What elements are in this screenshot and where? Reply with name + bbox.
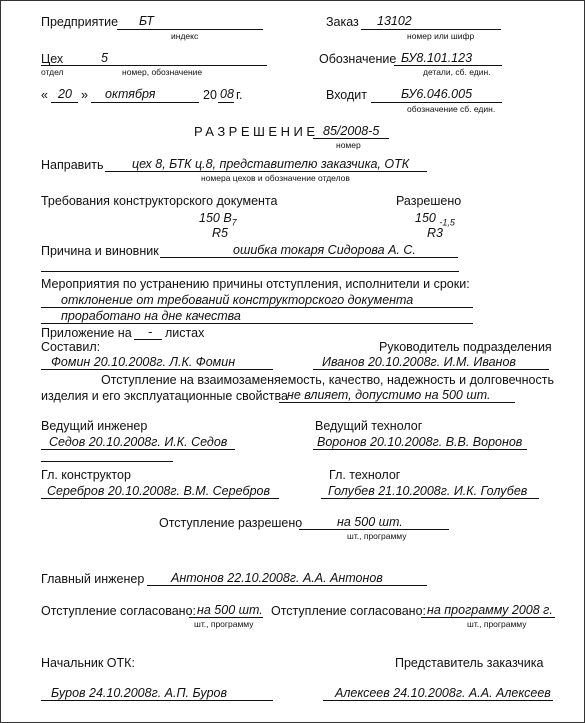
included-label: Входит [326, 88, 367, 102]
attachment-line [134, 339, 162, 340]
designation-line [394, 65, 502, 66]
otk-head-label: Начальник ОТК: [41, 656, 135, 670]
compiled-signature: Фомин 20.10.2008г. Л.К. Фомин [51, 355, 236, 369]
chief-designer-label: Гл. конструктор [41, 468, 131, 482]
cause-line-2 [41, 271, 459, 272]
included-line [371, 102, 502, 103]
workshop-value: 5 [101, 51, 108, 65]
lead-technologist-line [313, 449, 527, 450]
date-day: 20 [58, 87, 72, 101]
direct-label: Направить [41, 158, 104, 172]
customer-rep-line [323, 700, 553, 701]
permit-number: 85/2008-5 [323, 124, 380, 138]
agreed-value-1: на 500 шт. [197, 603, 263, 617]
allowed-label: Разрешено [396, 194, 462, 208]
cause-line [160, 257, 458, 258]
extra-line [41, 461, 173, 462]
date-close-quote: » [81, 88, 88, 102]
date-year-prefix: 20 [203, 88, 217, 102]
approved-value: на 500 шт. [337, 515, 403, 529]
included-caption: обозначение сб. един. [407, 104, 496, 114]
department-head-label: Руководитель подразделения [379, 340, 552, 354]
lead-technologist-label: Ведущий технолог [315, 419, 423, 433]
permit-number-caption: номер [336, 140, 361, 150]
workshop-label: Цех [41, 52, 64, 66]
permit-number-line [313, 138, 389, 139]
designation-caption: детали, сб. един. [423, 67, 491, 77]
deviation-line-1: Отступление на взаимозаменяемость, качество, надежность и долговечность [101, 373, 554, 387]
chief-engineer-signature: Антонов 22.10.2008г. А.А. Антонов [171, 571, 383, 585]
attachment-value: - [148, 325, 153, 339]
date-open-quote: « [41, 88, 48, 102]
date-month-line [91, 102, 199, 103]
deviation-line [279, 402, 515, 403]
measures-rule-1 [41, 307, 473, 308]
requirements-label: Требования конструкторского документа [41, 194, 278, 208]
date-day-line [51, 102, 78, 103]
date-year-suffix: г. [236, 88, 243, 102]
agreed-caption-1: шт., программу [194, 619, 254, 629]
customer-rep-label: Представитель заказчика [395, 656, 544, 670]
enterprise-line [117, 29, 263, 30]
customer-rep-signature: Алексеев 24.10.2008г. А.А. Алексеев [335, 686, 551, 700]
enterprise-label: Предприятие [41, 15, 119, 29]
enterprise-value: БТ [139, 14, 154, 28]
chief-technologist-signature: Голубев 21.10.2008г. И.К. Голубев [328, 484, 528, 498]
deviation-value: не влияет, допустимо на 500 шт. [287, 388, 491, 402]
included-value: БУ6.046.005 [401, 87, 473, 101]
dept-caption: отдел [41, 67, 64, 77]
date-month: октября [105, 87, 156, 101]
designation-value: БУ8.101.123 [401, 51, 473, 65]
department-head-signature: Иванов 20.10.2008г. И.М. Иванов [322, 355, 516, 369]
lead-technologist-signature: Воронов 20.10.2008г. В.В. Воронов [317, 435, 523, 449]
chief-engineer-label: Главный инженер [41, 572, 145, 586]
approved-label: Отступление разрешено [159, 516, 303, 530]
permit-title: РАЗРЕШЕНИЕ [194, 124, 319, 139]
agreed-line-1 [189, 617, 263, 618]
compiled-line [41, 369, 273, 370]
measures-line-2: проработано на дне качества [61, 309, 241, 323]
cause-value: ошибка токаря Сидорова А. С. [233, 243, 416, 257]
chief-designer-line [41, 498, 279, 499]
compiled-label: Составил: [41, 340, 101, 354]
approved-caption: шт., программу [347, 531, 407, 541]
direct-line [105, 171, 427, 172]
attachment-suffix: листах [165, 326, 205, 340]
date-year-line [218, 102, 234, 103]
direct-value: цех 8, БТК ц.8, представителю заказчика, ОТК [132, 157, 410, 171]
date-year: 08 [220, 87, 234, 101]
direct-caption: номера цехов и обозначение отделов [201, 173, 350, 183]
agreed-value-2: на программу 2008 г. [427, 603, 553, 617]
order-label: Заказ [326, 15, 359, 29]
agreed-label-2: Отступление согласовано: [271, 604, 426, 618]
cause-label: Причина и виновник [41, 244, 159, 258]
agreed-line-2 [421, 617, 555, 618]
otk-head-line [41, 700, 273, 701]
otk-head-signature: Буров 24.10.2008г. А.П. Буров [51, 686, 228, 700]
designation-label: Обозначение [319, 52, 397, 66]
approved-line [299, 529, 449, 530]
lead-engineer-signature: Седов 20.10.2008г. И.К. Седов [49, 435, 228, 449]
req-value-2: R5 [212, 226, 228, 240]
chief-engineer-line [147, 585, 427, 586]
workshop-caption: номер, обозначение [122, 67, 203, 77]
lead-engineer-line [41, 449, 235, 450]
deviation-line-2: изделия и его эксплуатационные свойства [41, 389, 288, 403]
lead-engineer-label: Ведущий инженер [41, 419, 148, 433]
chief-technologist-line [321, 498, 539, 499]
chief-designer-signature: Серебров 20.10.2008г. В.М. Серебров [47, 484, 270, 498]
allowed-value-2: R3 [427, 226, 443, 240]
order-line [361, 29, 501, 30]
measures-rule-2 [41, 323, 473, 324]
chief-technologist-label: Гл. технолог [329, 468, 401, 482]
agreed-caption-2: шт., программу [467, 619, 527, 629]
department-head-line [313, 369, 549, 370]
index-caption: индекс [171, 31, 199, 41]
measures-line-1: отклонение от требований конструкторского документа [61, 293, 414, 307]
allowed-value: 150 $_{-1,5}$ [415, 211, 455, 228]
req-value: 150 $В_7$ [199, 211, 237, 228]
measures-label: Мероприятия по устранению причины отступления, исполнители и сроки: [41, 277, 470, 291]
agreed-label-1: Отступление согласовано: [41, 604, 196, 618]
order-caption: номер или шифр [407, 31, 475, 41]
order-value: 13102 [377, 14, 412, 28]
attachment-label: Приложение на [41, 326, 132, 340]
workshop-line [41, 65, 267, 66]
